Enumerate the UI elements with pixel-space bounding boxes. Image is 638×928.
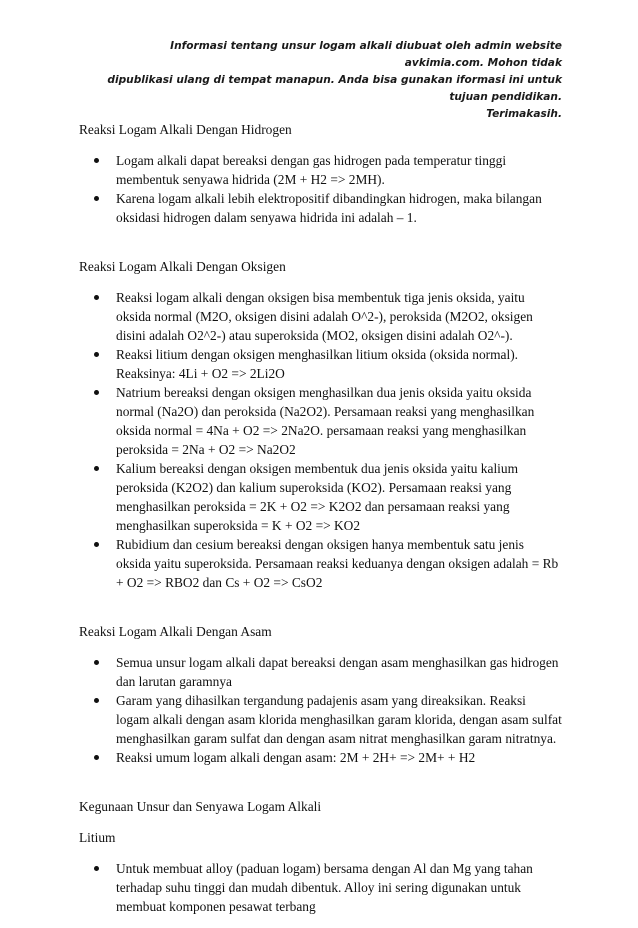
section-acid [79,622,562,767]
list-item [116,189,562,227]
list-item [116,653,562,691]
bullet-icon [94,352,99,357]
bullet-icon [94,755,99,760]
list-item [116,288,562,345]
bullet-icon [94,866,99,871]
list-item-text: Garam yang dihasilkan tergandung padajenis asam yang direaksikan. Reaksi logam alkali dengan asam klorida menghasilkan garam klorida, dengan asam sulfat menghasilkan garam sulfat dan dengan asam nitrat menghasilkan garam nitratnya. [116,693,562,746]
bullet-icon [94,196,99,201]
list-item [116,383,562,459]
subsection-title: Litium [79,830,116,845]
list-item [116,459,562,535]
list-item-text: Semua unsur logam alkali dapat bereaksi dengan asam menghasilkan gas hidrogen dan larutan garamnya [116,655,559,689]
list-item [116,748,562,767]
bullet-list [79,859,562,916]
bullet-icon [94,542,99,547]
list-item-text: Reaksinya: 4Li + O2 => 2Li2O [116,366,285,381]
list-item-text: Rubidium dan cesium bereaksi dengan oksigen hanya membentuk satu jenis oksida yaitu superoksida. Persamaan reaksi keduanya dengan oksigen adalah = Rb + O2 => RBO2 dan Cs + O2 => CsO2 [116,537,559,590]
section-hydrogen [79,120,562,227]
header-note-line: Terimakasih. [486,108,562,120]
list-item [116,151,562,189]
header-note-line: dipublikasi ulang di tempat manapun. Anda bisa gunakan iformasi ini untuk tujuan pendidikan. [107,74,562,103]
bullet-icon [94,295,99,300]
section-title: Kegunaan Unsur dan Senyawa Logam Alkali [79,799,322,814]
list-item [116,345,562,383]
list-item [116,859,562,916]
bullet-icon [94,660,99,665]
list-item-text: Reaksi umum logam alkali dengan asam: 2M + 2H+ => 2M+ + H2 [116,750,476,765]
bullet-icon [94,390,99,395]
bullet-list [79,288,562,592]
bullet-icon [94,158,99,163]
bullet-icon [94,698,99,703]
document-body [79,120,562,928]
section-title: Reaksi Logam Alkali Dengan Asam [79,624,272,639]
bullet-list [79,151,562,227]
list-item-text: Logam alkali dapat bereaksi dengan gas hidrogen pada temperatur tinggi membentuk senyawa hidrida (2M + H2 => 2MH). [116,153,507,187]
section-title: Reaksi Logam Alkali Dengan Hidrogen [79,122,292,137]
header-note [90,38,562,123]
list-item-text: Karena logam alkali lebih elektropositif dibandingkan hidrogen, maka bilangan oksidasi hidrogen dalam senyawa hidrida ini adalah – 1. [116,191,542,225]
bullet-icon [94,466,99,471]
list-item-text: Reaksi logam alkali dengan oksigen bisa membentuk tiga jenis oksida, yaitu oksida normal (M2O, oksigen disini adalah O^2-), peroksida (M2O2, oksigen disini adalah O2^2-) atau superoksida (MO2, oksigen disini adalah O2^-). [116,290,533,343]
list-item-text: Reaksi litium dengan oksigen menghasilkan litium oksida (oksida normal). [116,347,519,362]
bullet-list [79,653,562,767]
header-note-line: Informasi tentang unsur logam alkali diubuat oleh admin website avkimia.com. Mohon tidak [170,40,562,69]
list-item [116,535,562,592]
section-title: Reaksi Logam Alkali Dengan Oksigen [79,259,286,274]
list-item-text: Natrium bereaksi dengan oksigen menghasilkan dua jenis oksida yaitu oksida normal (Na2O) dan peroksida (Na2O2). Persamaan reaksi yang menghasilkan oksida normal = 4Na + O2 => 2Na2O. persamaan reaksi yang menghasilkan peroksida = 2Na + O2 => Na2O2 [116,385,535,457]
list-item-text: Untuk membuat alloy (paduan logam) bersama dengan Al dan Mg yang tahan terhadap suhu tinggi dan mudah dibentuk. Alloy ini sering digunakan untuk membuat komponen pesawat terbang [116,861,533,914]
list-item [116,691,562,748]
section-uses [79,797,562,916]
section-oxygen [79,257,562,592]
list-item-text: Kalium bereaksi dengan oksigen membentuk dua jenis oksida yaitu kalium peroksida (K2O2) dan kalium superoksida (KO2). Persamaan reaksi yang menghasilkan peroksida = 2K + O2 => K2O2 dan persamaan reaksi yang menghasilkan superoksida = K + O2 => KO2 [116,461,519,533]
